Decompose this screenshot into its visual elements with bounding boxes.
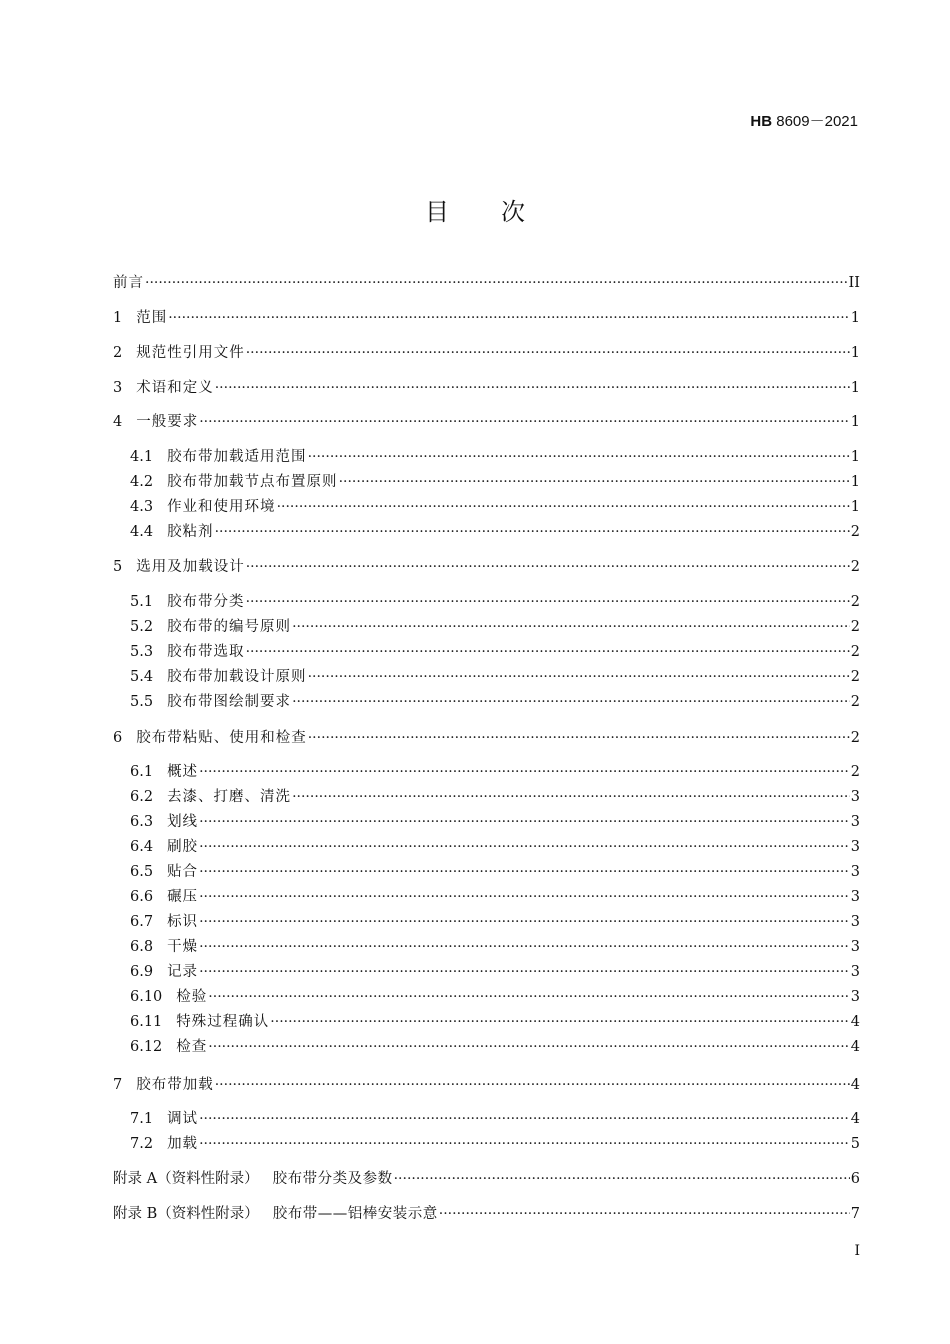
toc-title: 目次: [425, 198, 577, 226]
toc-entry-6-12[interactable]: [130, 1036, 860, 1058]
toc-entry-page: 1: [850, 310, 860, 326]
toc-entry-number: 6.2: [130, 789, 154, 805]
toc-entry-label: 贴合: [167, 864, 199, 880]
toc-entry-label: 胶布带图绘制要求: [167, 694, 292, 710]
toc-entry-page: 2: [850, 764, 860, 780]
toc-entry-page: 3: [850, 889, 860, 905]
toc-leader-dots: [208, 1036, 849, 1058]
toc-entry-page: 3: [850, 964, 860, 980]
toc-leader-dots: [215, 521, 850, 543]
toc-leader-dots: [308, 446, 850, 468]
toc-leader-dots: [199, 1133, 850, 1155]
toc-leader-dots: [292, 616, 850, 638]
toc-entry-number: 5.5: [130, 694, 154, 710]
toc-leader-dots: [292, 786, 850, 808]
toc-entry-page: II: [848, 275, 860, 291]
toc-entry-label: 胶布带分类: [167, 594, 245, 610]
toc-entry-appendix-b[interactable]: [113, 1203, 860, 1225]
toc-entry-6-3[interactable]: [130, 811, 860, 833]
toc-entry-number: 4: [113, 414, 123, 430]
toc-leader-dots: [246, 641, 850, 663]
toc-leader-dots: [199, 861, 850, 883]
toc-entry-6-2[interactable]: [130, 786, 860, 808]
toc-leader-dots: [199, 961, 850, 983]
toc-entry-6-9[interactable]: [130, 961, 860, 983]
toc-entry-number: 5.2: [130, 619, 154, 635]
toc-entry-label: 碾压: [167, 889, 199, 905]
toc-entry-label: 胶布带选取: [167, 644, 245, 660]
toc-entry-foreword[interactable]: [113, 272, 860, 294]
toc-entry-page: 7: [850, 1206, 860, 1222]
toc-leader-dots: [199, 411, 850, 433]
toc-entry-page: 5: [850, 1136, 860, 1152]
toc-entry-label: 前言: [113, 275, 144, 291]
toc-entry-label: 调试: [167, 1111, 199, 1127]
toc-entry-4-1[interactable]: [130, 446, 860, 468]
toc-leader-dots: [199, 911, 850, 933]
toc-leader-dots: [308, 666, 850, 688]
toc-entry-number: 附录 A（资料性附录）: [113, 1171, 259, 1187]
toc-entry-1[interactable]: [113, 307, 860, 329]
toc-entry-6-10[interactable]: [130, 986, 860, 1008]
toc-entry-number: 6: [113, 730, 123, 746]
toc-leader-dots: [199, 886, 850, 908]
toc-entry-number: 5: [113, 559, 123, 575]
toc-entry-label: 加载: [167, 1136, 199, 1152]
toc-entry-4-2[interactable]: [130, 471, 860, 493]
toc-entry-5-3[interactable]: [130, 641, 860, 663]
toc-entry-5-4[interactable]: [130, 666, 860, 688]
toc-leader-dots: [246, 556, 850, 578]
toc-entry-6-8[interactable]: [130, 936, 860, 958]
toc-entry-label: 标识: [167, 914, 199, 930]
toc-entry-page: 3: [850, 789, 860, 805]
toc-leader-dots: [246, 591, 850, 613]
toc-entry-label: 规范性引用文件: [136, 345, 245, 361]
toc-entry-page: 4: [850, 1077, 860, 1093]
toc-entry-page: 1: [850, 474, 860, 490]
toc-entry-7[interactable]: [113, 1074, 860, 1096]
toc-entry-label: 刷胶: [167, 839, 199, 855]
toc-entry-7-2[interactable]: [130, 1133, 860, 1155]
toc-entry-page: 3: [850, 939, 860, 955]
toc-leader-dots: [199, 936, 850, 958]
toc-entry-number: 6.6: [130, 889, 154, 905]
toc-entry-4-4[interactable]: [130, 521, 860, 543]
toc-leader-dots: [246, 342, 850, 364]
toc-entry-label: 胶布带加载适用范围: [167, 449, 307, 465]
toc-entry-label: 胶粘剂: [167, 524, 214, 540]
toc-leader-dots: [208, 986, 849, 1008]
toc-entry-page: 2: [850, 730, 860, 746]
toc-entry-page: 2: [850, 524, 860, 540]
toc-entry-page: 4: [850, 1014, 860, 1030]
toc-entry-page: 2: [850, 559, 860, 575]
toc-entry-label: 一般要求: [136, 414, 199, 430]
toc-entry-page: 2: [850, 694, 860, 710]
toc-entry-appendix-a[interactable]: [113, 1168, 860, 1190]
toc-entry-label: 干燥: [167, 939, 199, 955]
toc-entry-page: 2: [850, 644, 860, 660]
toc-leader-dots: [168, 307, 850, 329]
toc-entry-number: 6.12: [130, 1039, 163, 1055]
toc-entry-6-6[interactable]: [130, 886, 860, 908]
toc-entry-2[interactable]: [113, 342, 860, 364]
toc-entry-6-1[interactable]: [130, 761, 860, 783]
toc-entry-page: 4: [850, 1111, 860, 1127]
toc-entry-page: 1: [850, 380, 860, 396]
toc-entry-label: 去漆、打磨、清洗: [167, 789, 292, 805]
toc-leader-dots: [339, 471, 850, 493]
toc-entry-label: 胶布带——铝棒安装示意: [272, 1206, 438, 1222]
page-number: I: [854, 1243, 860, 1259]
toc-entry-label: 选用及加载设计: [136, 559, 245, 575]
toc-entry-number: 附录 B（资料性附录）: [113, 1206, 259, 1222]
toc-entry-page: 1: [850, 449, 860, 465]
toc-entry-label: 概述: [167, 764, 199, 780]
toc-leader-dots: [277, 496, 850, 518]
toc-entry-number: 6.5: [130, 864, 154, 880]
toc-entry-5[interactable]: [113, 556, 860, 578]
toc-entry-number: 6.1: [130, 764, 154, 780]
toc-leader-dots: [199, 1108, 850, 1130]
toc-entry-6-5[interactable]: [130, 861, 860, 883]
toc-entry-6-7[interactable]: [130, 911, 860, 933]
toc-entry-number: 7.2: [130, 1136, 154, 1152]
toc-leader-dots: [439, 1203, 850, 1225]
toc-entry-number: 3: [113, 380, 123, 396]
toc-entry-number: 6.3: [130, 814, 154, 830]
toc-leader-dots: [394, 1168, 850, 1190]
toc-entry-label: 胶布带加载节点布置原则: [167, 474, 338, 490]
toc-entry-4[interactable]: [113, 411, 860, 433]
toc-leader-dots: [199, 836, 850, 858]
toc-entry-page: 4: [850, 1039, 860, 1055]
toc-entry-6[interactable]: [113, 727, 860, 749]
toc-entry-label: 胶布带加载: [136, 1077, 214, 1093]
toc-entry-page: 3: [850, 914, 860, 930]
toc-entry-label: 划线: [167, 814, 199, 830]
toc-entry-5-5[interactable]: [130, 691, 860, 713]
toc-entry-page: 1: [850, 499, 860, 515]
toc-entry-number: 6.7: [130, 914, 154, 930]
toc-entry-page: 1: [850, 414, 860, 430]
toc-leader-dots: [199, 761, 850, 783]
toc-entry-label: 胶布带分类及参数: [272, 1171, 393, 1187]
standard-code: 8609－2021: [776, 113, 858, 130]
toc-entry-label: 检查: [176, 1039, 208, 1055]
toc-entry-page: 1: [850, 345, 860, 361]
toc-entry-page: 3: [850, 814, 860, 830]
toc-leader-dots: [145, 272, 848, 294]
toc-entry-6-11[interactable]: [130, 1011, 860, 1033]
toc-leader-dots: [292, 691, 850, 713]
toc-leader-dots: [199, 811, 850, 833]
toc-entry-4-3[interactable]: [130, 496, 860, 518]
toc-entry-label: 作业和使用环境: [167, 499, 276, 515]
toc-entry-label: 胶布带的编号原则: [167, 619, 292, 635]
toc-entry-label: 胶布带粘贴、使用和检查: [136, 730, 307, 746]
toc-entry-page: 6: [850, 1171, 860, 1187]
toc-entry-page: 3: [850, 989, 860, 1005]
toc-entry-number: 1: [113, 310, 123, 326]
toc-entry-page: 3: [850, 839, 860, 855]
toc-entry-6-4[interactable]: [130, 836, 860, 858]
toc-entry-page: 3: [850, 864, 860, 880]
toc-entry-number: 2: [113, 345, 123, 361]
toc-entry-3[interactable]: [113, 377, 860, 399]
toc-entry-number: 5.3: [130, 644, 154, 660]
toc-entry-5-2[interactable]: [130, 616, 860, 638]
toc-entry-number: 4.1: [130, 449, 154, 465]
toc-entry-number: 5.1: [130, 594, 154, 610]
toc-entry-5-1[interactable]: [130, 591, 860, 613]
toc-entry-page: 2: [850, 594, 860, 610]
toc-leader-dots: [215, 1074, 850, 1096]
toc-entry-page: 2: [850, 669, 860, 685]
toc-entry-label: 术语和定义: [136, 380, 214, 396]
toc-entry-number: 6.10: [130, 989, 163, 1005]
toc-entry-label: 记录: [167, 964, 199, 980]
toc-entry-number: 4.4: [130, 524, 154, 540]
toc-leader-dots: [270, 1011, 849, 1033]
toc-entry-number: 6.9: [130, 964, 154, 980]
toc-entry-label: 特殊过程确认: [176, 1014, 270, 1030]
toc-entry-number: 7.1: [130, 1111, 154, 1127]
toc-entry-page: 2: [850, 619, 860, 635]
toc-leader-dots: [215, 377, 850, 399]
toc-entry-number: 5.4: [130, 669, 154, 685]
toc-entry-number: 6.4: [130, 839, 154, 855]
toc-entry-number: 6.11: [130, 1014, 163, 1030]
toc-leader-dots: [308, 727, 850, 749]
toc-entry-number: 4.3: [130, 499, 154, 515]
standard-prefix: HB: [750, 113, 773, 130]
toc-entry-7-1[interactable]: [130, 1108, 860, 1130]
toc-entry-number: 6.8: [130, 939, 154, 955]
toc-entry-number: 4.2: [130, 474, 154, 490]
toc-entry-number: 7: [113, 1077, 123, 1093]
toc-entry-label: 胶布带加载设计原则: [167, 669, 307, 685]
standard-number: [750, 110, 858, 131]
toc-entry-label: 检验: [176, 989, 208, 1005]
toc-entry-label: 范围: [136, 310, 168, 326]
